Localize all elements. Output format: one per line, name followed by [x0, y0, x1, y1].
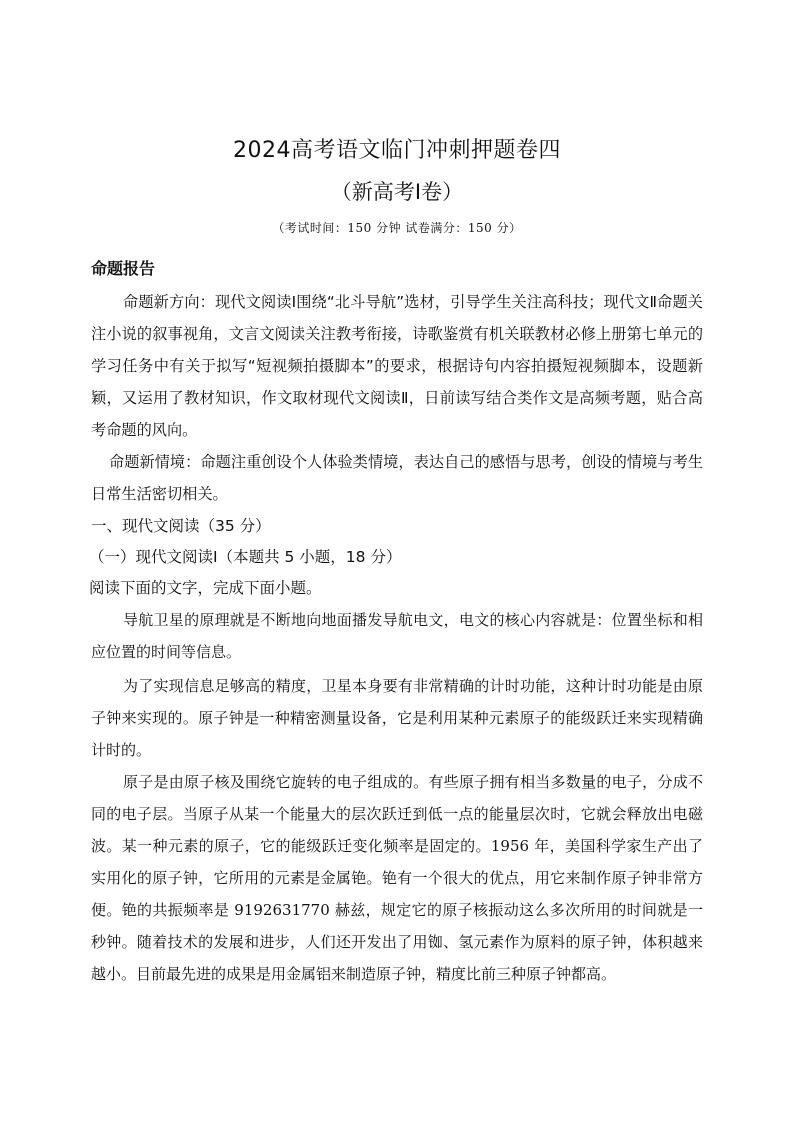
subsection-heading-reading-1: （一）现代文阅读Ⅰ（本题共 5 小题，18 分） [89, 548, 402, 566]
report-new-situation: 命题新情境：命题注重创设个人体验类情境，表达自己的感悟与思考，创设的情境与考生日常生活密切相关。 [91, 453, 703, 503]
report-heading: 命题报告 [91, 259, 156, 278]
passage-paragraph: 原子是由原子核及围绕它旋转的电子组成的。有些原子拥有相当多数量的电子，分成不同的电子层。当原子从某一个能量大的层次跃迁到低一点的能量层次时，它就会释放出电磁波。某一种元素的原子，它的能级跃迁变化频率是固定的。1956 年，美国科学家生产出了实用化的原子钟，它所用的元素是金属铯。铯有一个很大的优点，用它来制作原子钟非常方便。铯的共振频率是 9192631770 赫兹，规定它的原子核振动这么多次所用的时间就是一秒钟。随着技术的发展和进步，人们还开发出了用铷、氢元素作为原料的原子钟，体积越来越小。目前最先进的成果是用金属铝来制造原子钟，精度比前三种原子钟都高。 [91, 773, 703, 983]
passage-paragraph: 导航卫星的原理就是不断地向地面播发导航电文，电文的核心内容就是：位置坐标和相应位置的时间等信息。 [91, 611, 703, 661]
reading-instruction: 阅读下面的文字，完成下面小题。 [89, 579, 322, 597]
section-heading-modern-reading: 一、现代文阅读（35 分） [91, 517, 271, 535]
exam-subtitle: （新高考Ⅰ卷） [330, 180, 464, 204]
exam-title: 2024高考语文临门冲刺押题卷四 [233, 138, 561, 163]
exam-time-score-info: （考试时间：150 分钟 试卷满分：150 分） [272, 221, 522, 235]
report-new-direction: 命题新方向：现代文阅读Ⅰ围绕“北斗导航”选材，引导学生关注高科技；现代文Ⅱ命题关注小说的叙事视角，文言文阅读关注教考衔接，诗歌鉴赏有机关联教材必修上册第七单元的学习任务中有关于拟写“短视频拍摄脚本”的要求，根据诗句内容拍摄短视频脚本，设题新颖，又运用了教材知识，作文取材现代文阅读Ⅱ，日前读写结合类作文是高频考题，贴合高考命题的风向。 [91, 293, 703, 439]
passage-paragraph: 为了实现信息足够高的精度，卫星本身要有非常精确的计时功能，这种计时功能是由原子钟来实现的。原子钟是一种精密测量设备，它是利用某种元素原子的能级跃迁来实现精确计时的。 [91, 677, 703, 759]
